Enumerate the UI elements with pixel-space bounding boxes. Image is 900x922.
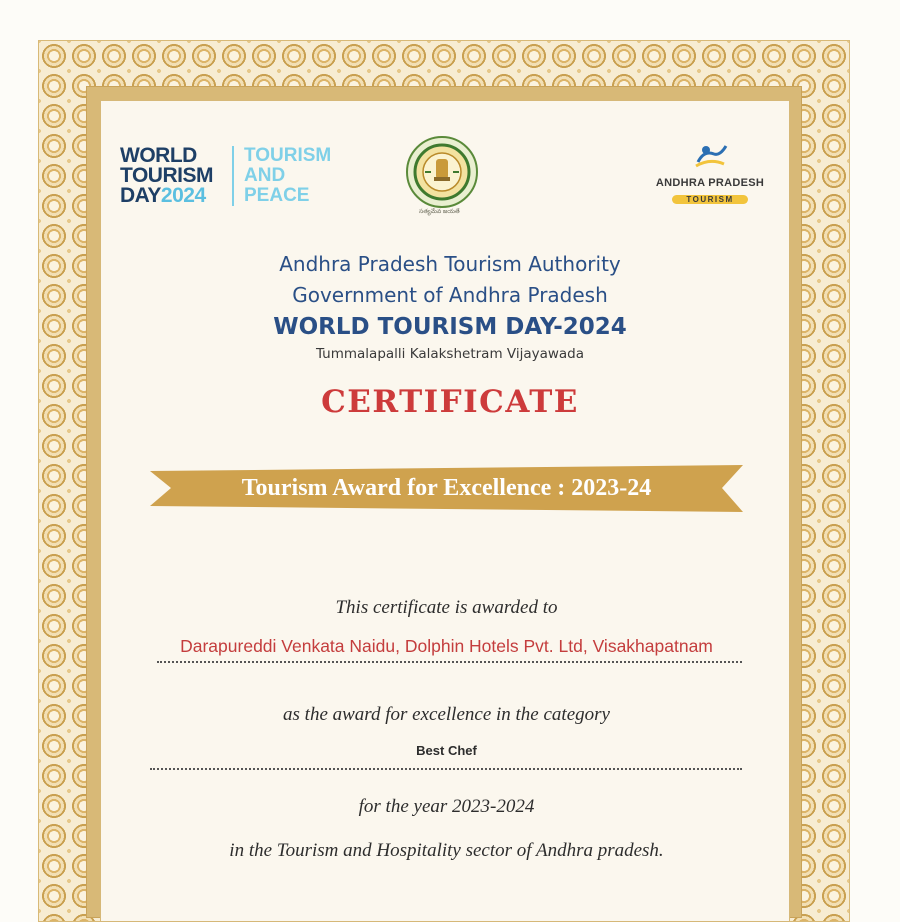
awarded-to-label: This certificate is awarded to [335,597,558,618]
certificate-title: CERTIFICATE [321,384,579,420]
emblem-tagline: సత్యమేవ జయతే [419,209,460,215]
award-banner-text: Tourism Award for Excellence : 2023-24 [241,475,652,501]
wtd-year: 2024 [160,184,206,207]
authority-name: Andhra Pradesh Tourism Authority [279,252,621,276]
ap-tourism-band: TOURISM [672,195,747,204]
ap-tourism-name: ANDHRA PRADESH [655,177,765,189]
event-title: WORLD TOURISM DAY-2024 [273,314,627,340]
wtd-wordmark [120,146,213,206]
wtd-day: DAY [120,184,161,207]
award-category: Best Chef [416,743,477,758]
wtd-divider [232,146,234,206]
recipient-dotted-line [157,661,742,663]
recipient-name: Darapureddi Venkata Naidu, Dolphin Hotels Pvt. Ltd, Visakhapatnam [180,636,713,656]
category-label: as the award for excellence in the category [283,704,610,725]
ap-tourism-mark-icon [690,140,730,170]
venue: Tummalapalli Kalakshetram Vijayawada [315,346,585,362]
wtd-line-3 [120,186,213,206]
wtd-theme: TOURISM AND PEACE [244,145,332,206]
wtd-line-2: TOURISM [120,164,213,187]
ap-tourism-logo [650,140,770,207]
wtd-line-1: WORLD [120,144,197,167]
sector-line: in the Tourism and Hospitality sector of Andhra pradesh. [229,840,664,861]
year-line: for the year 2023-2024 [358,796,535,817]
ap-state-emblem-icon [405,135,479,214]
category-dotted-line [150,768,742,770]
world-tourism-day-logo [120,144,332,207]
government-name: Government of Andhra Pradesh [292,283,608,307]
